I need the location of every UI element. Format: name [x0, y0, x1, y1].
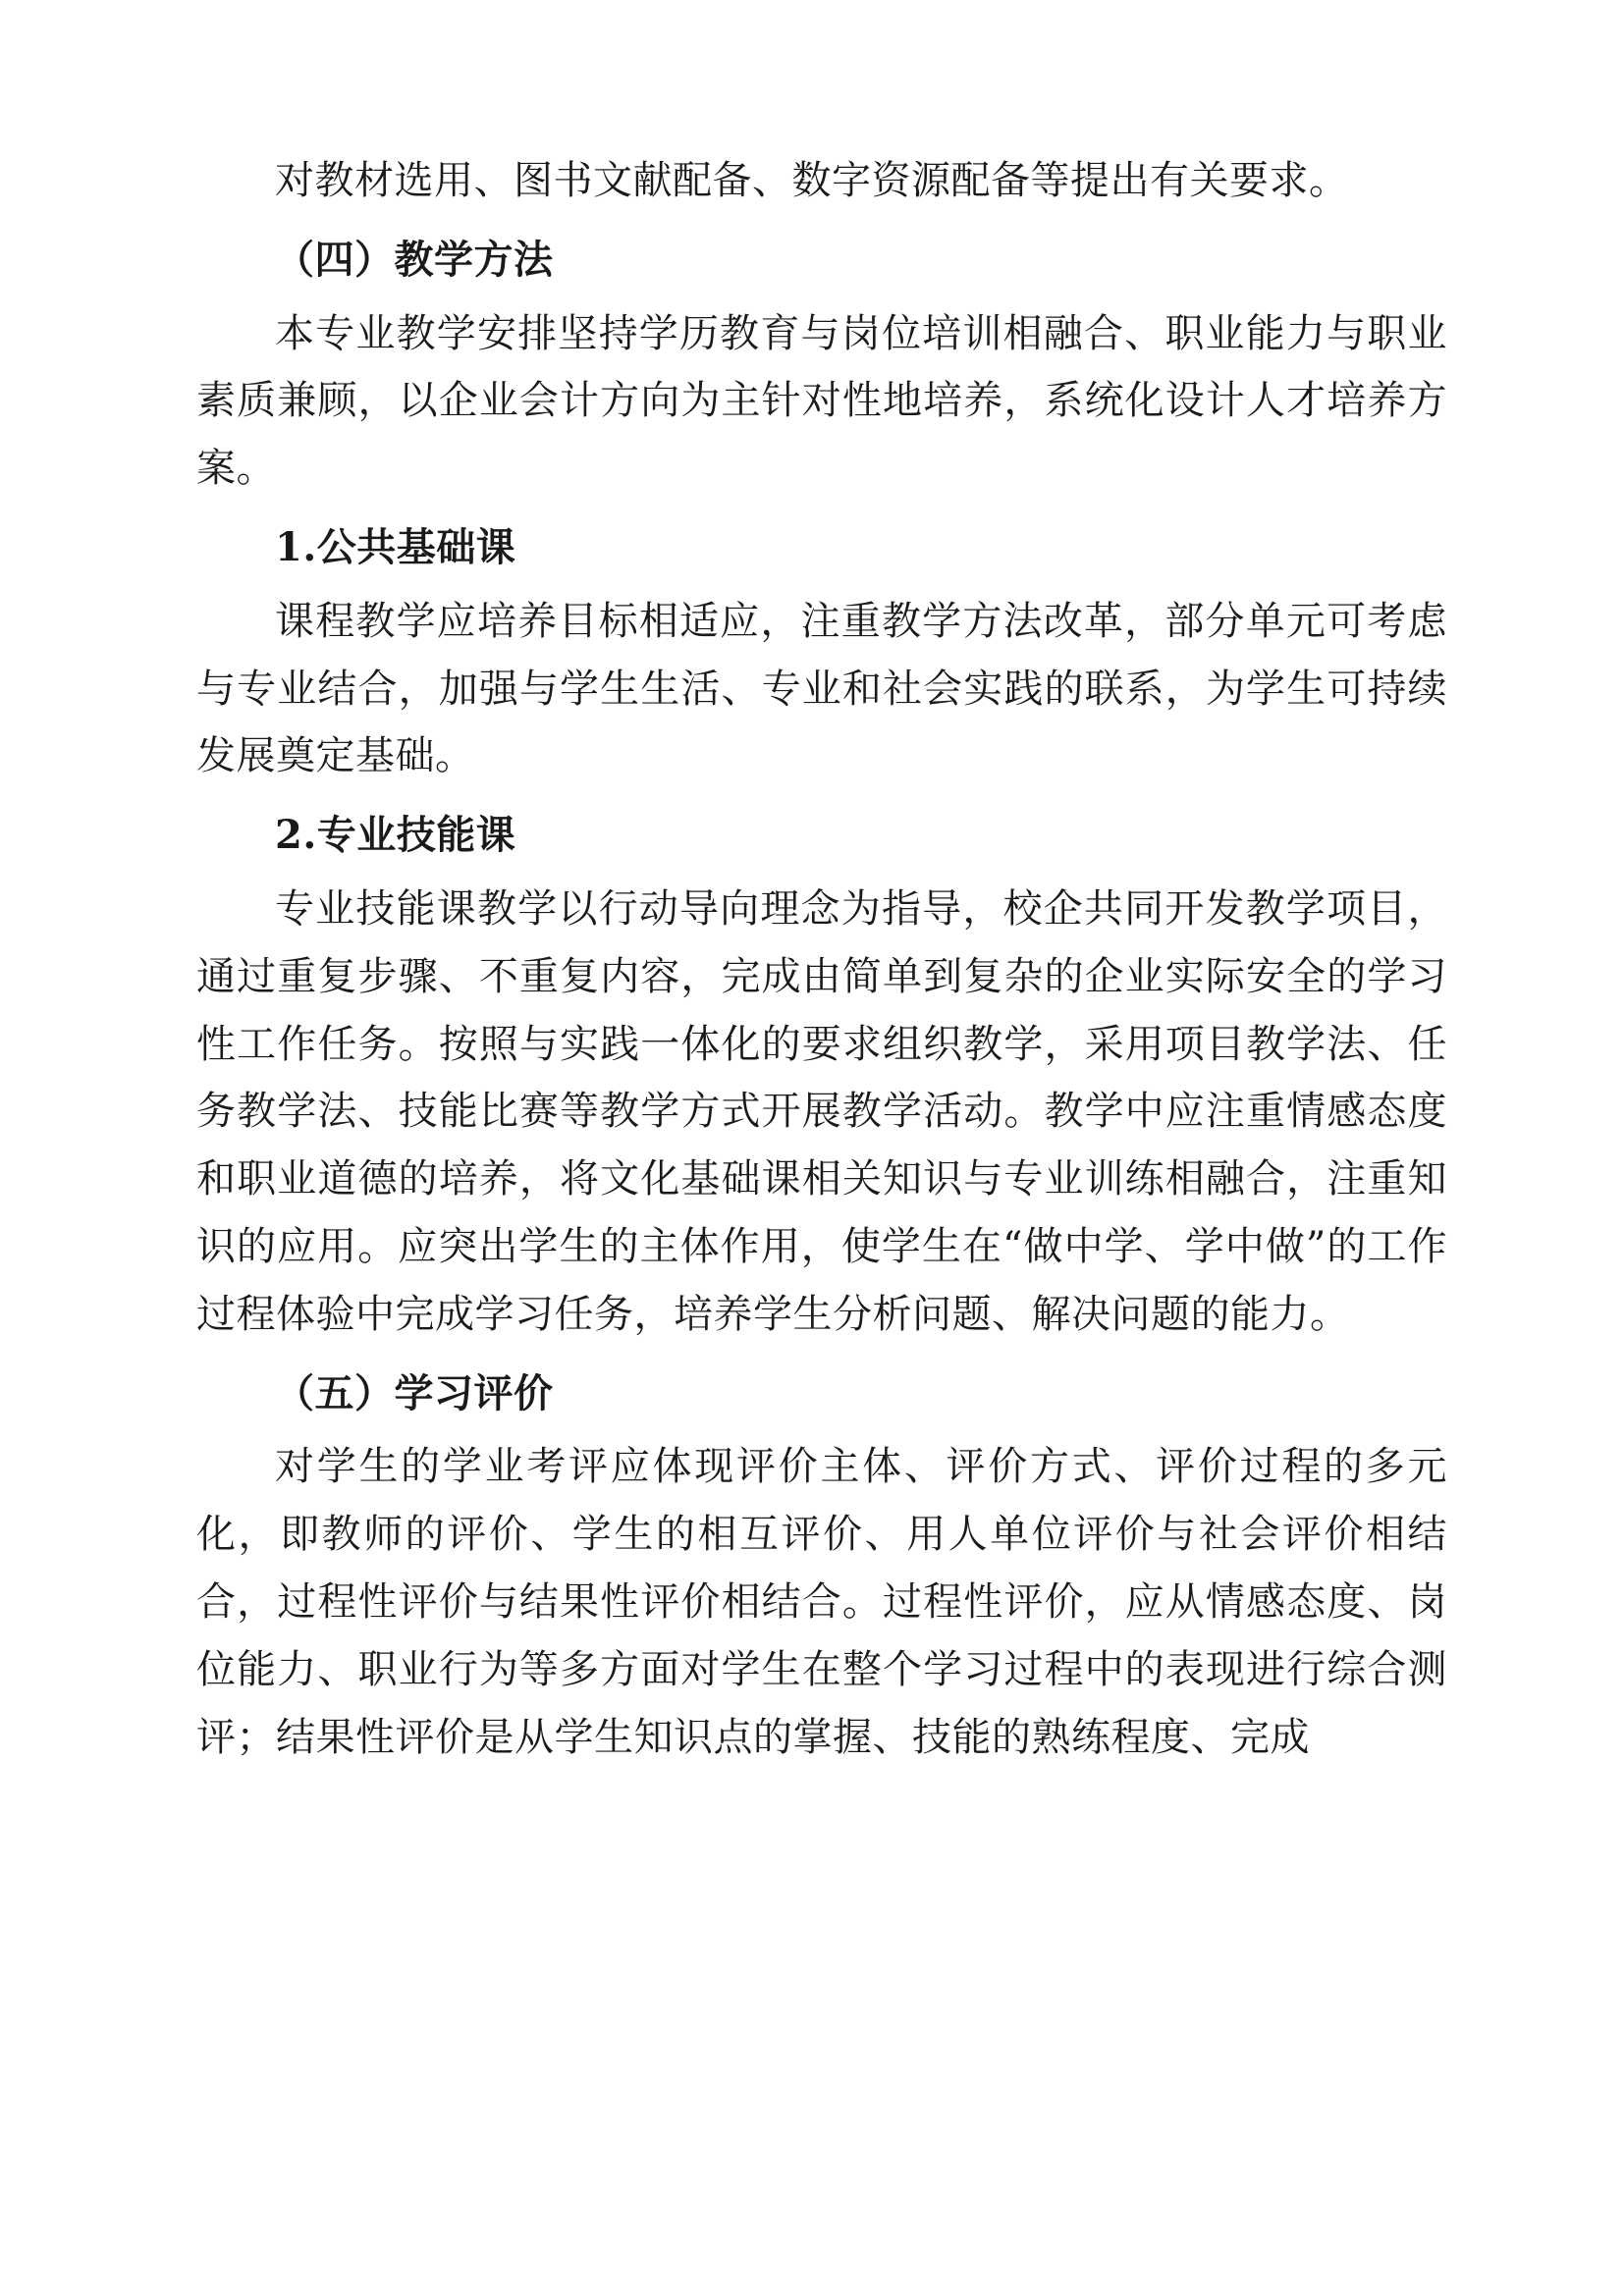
document-body	[196, 147, 1447, 1771]
heading-2-professional-skill-course: 2.专业技能课	[275, 812, 516, 859]
heading-1-public-basic-course: 1.公共基础课	[275, 523, 516, 570]
paragraph-public-basic-course: 课程教学应培养目标相适应，注重教学方法改革，部分单元可考虑与专业结合，加强与学生生活、专业和社会实践的联系，为学生可持续发展奠定基础。	[196, 598, 1447, 779]
heading-five-learning-evaluation: （五）学习评价	[275, 1369, 554, 1416]
paragraph-learning-evaluation: 对学生的学业考评应体现评价主体、评价方式、评价过程的多元化，即教师的评价、学生的相互评价、用人单位评价与社会评价相结合，过程性评价与结果性评价相结合。过程性评价，应从情感态度、岗位能力、职业行为等多方面对学生在整个学习过程中的表现进行综合测评；结果性评价是从学生知识点的掌握、技能的熟练程度、完成	[196, 1444, 1447, 1760]
heading-four-teaching-methods: （四）教学方法	[275, 236, 554, 283]
paragraph-teaching-arrangement: 本专业教学安排坚持学历教育与岗位培训相融合、职业能力与职业素质兼顾，以企业会计方向为主针对性地培养，系统化设计人才培养方案。	[196, 310, 1447, 492]
paragraph-professional-skill-course: 专业技能课教学以行动导向理念为指导，校企共同开发教学项目，通过重复步骤、不重复内容，完成由简单到复杂的企业实际安全的学习性工作任务。按照与实践一体化的要求组织教学，采用项目教学法、任务教学法、技能比赛等教学方式开展教学活动。教学中应注重情感态度和职业道德的培养，将文化基础课相关知识与专业训练相融合，注重知识的应用。应突出学生的主体作用，使学生在“做中学、学中做”的工作过程体验中完成学习任务，培养学生分析问题、解决问题的能力。	[196, 885, 1447, 1337]
paragraph-textbook-requirements: 对教材选用、图书文献配备、数字资源配备等提出有关要求。	[275, 158, 1349, 203]
